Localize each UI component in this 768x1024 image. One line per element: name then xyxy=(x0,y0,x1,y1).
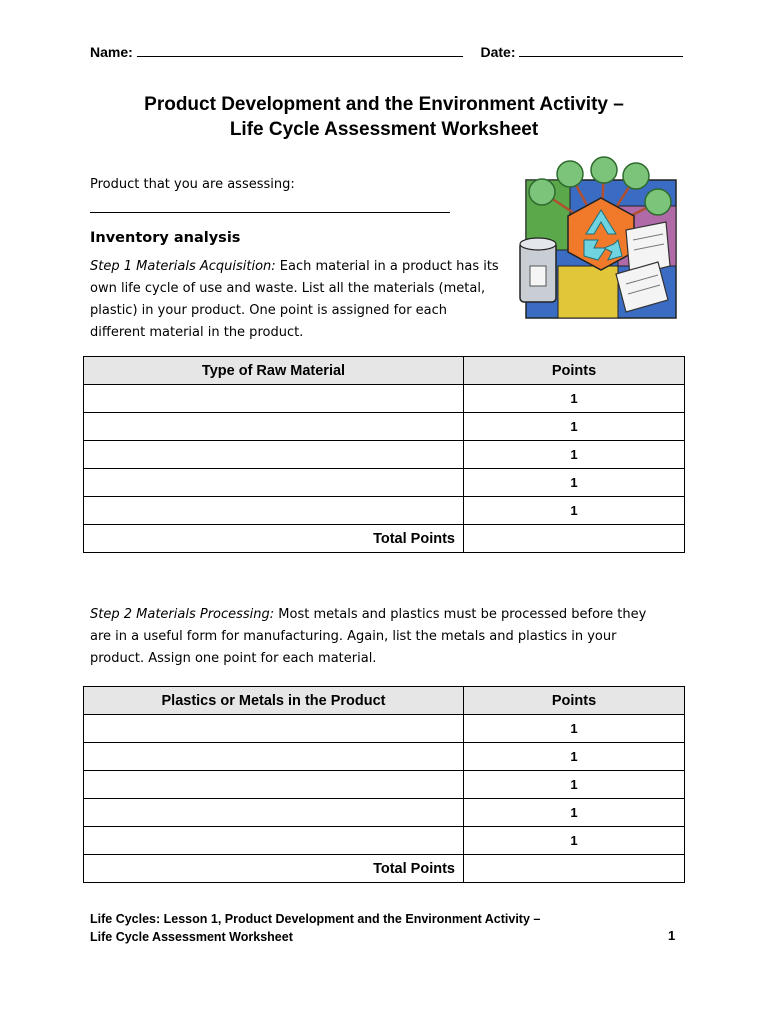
plastics-metals-table xyxy=(83,686,685,883)
worksheet-title-line2: Life Cycle Assessment Worksheet xyxy=(229,119,539,140)
raw-material-table xyxy=(83,356,685,553)
step2-paragraph xyxy=(90,604,670,670)
points-cell: 1 xyxy=(464,413,685,441)
step2-text: Most metals and plastics must be processed before they are in a useful form for manufacturing. Again, list the metals and plastics in your product. Assign one point for each material. xyxy=(90,607,647,666)
table-row xyxy=(84,771,685,799)
points-cell: 1 xyxy=(464,827,685,855)
table-row xyxy=(84,497,685,525)
total-row xyxy=(84,525,685,553)
table-row xyxy=(84,469,685,497)
inventory-heading: Inventory analysis xyxy=(90,230,241,246)
table-row xyxy=(84,799,685,827)
table-row xyxy=(84,385,685,413)
points-cell: 1 xyxy=(464,743,685,771)
total-points-cell[interactable] xyxy=(464,855,685,883)
date-field[interactable] xyxy=(519,44,683,57)
total-row xyxy=(84,855,685,883)
points-cell: 1 xyxy=(464,441,685,469)
material-cell[interactable] xyxy=(84,469,464,497)
page-footer xyxy=(90,910,680,946)
total-points-label: Total Points xyxy=(84,525,464,553)
worksheet-title-line1: Product Development and the Environment Activity – xyxy=(144,94,624,115)
footer-line2: Life Cycle Assessment Worksheet xyxy=(90,930,293,944)
name-label: Name: xyxy=(90,44,133,60)
points-cell: 1 xyxy=(464,799,685,827)
table-row xyxy=(84,743,685,771)
material-cell[interactable] xyxy=(84,385,464,413)
table1-header-points: Points xyxy=(464,357,685,385)
material-cell[interactable] xyxy=(84,743,464,771)
material-cell[interactable] xyxy=(84,827,464,855)
footer-line1: Life Cycles: Lesson 1, Product Development and the Environment Activity – xyxy=(90,912,541,926)
table1-header-material: Type of Raw Material xyxy=(84,357,464,385)
material-cell[interactable] xyxy=(84,413,464,441)
points-cell: 1 xyxy=(464,497,685,525)
table-row xyxy=(84,715,685,743)
material-cell[interactable] xyxy=(84,771,464,799)
table-row xyxy=(84,827,685,855)
date-label: Date: xyxy=(480,44,516,60)
name-date-line xyxy=(90,44,680,60)
total-points-cell[interactable] xyxy=(464,525,685,553)
product-prompt: Product that you are assessing: xyxy=(90,177,295,192)
points-cell: 1 xyxy=(464,469,685,497)
step1-text: Each material in a product has its own life cycle of use and waste. List all the materials (metal, plastic) in your product. One point is assigned for each different material in the product. xyxy=(90,259,499,340)
step1-paragraph xyxy=(90,256,502,344)
material-cell[interactable] xyxy=(84,441,464,469)
step1-label: Step 1 Materials Acquisition: xyxy=(90,259,276,274)
points-cell: 1 xyxy=(464,771,685,799)
recycling-clipart-icon xyxy=(518,156,684,322)
material-cell[interactable] xyxy=(84,715,464,743)
points-cell: 1 xyxy=(464,385,685,413)
material-cell[interactable] xyxy=(84,799,464,827)
table-row xyxy=(84,413,685,441)
name-field[interactable] xyxy=(137,44,463,57)
product-answer-line[interactable] xyxy=(90,212,450,213)
table-row xyxy=(84,441,685,469)
step2-label: Step 2 Materials Processing: xyxy=(90,607,275,622)
table2-header-material: Plastics or Metals in the Product xyxy=(84,687,464,715)
material-cell[interactable] xyxy=(84,497,464,525)
points-cell: 1 xyxy=(464,715,685,743)
table2-header-points: Points xyxy=(464,687,685,715)
page-number: 1 xyxy=(668,928,676,943)
total-points-label: Total Points xyxy=(84,855,464,883)
